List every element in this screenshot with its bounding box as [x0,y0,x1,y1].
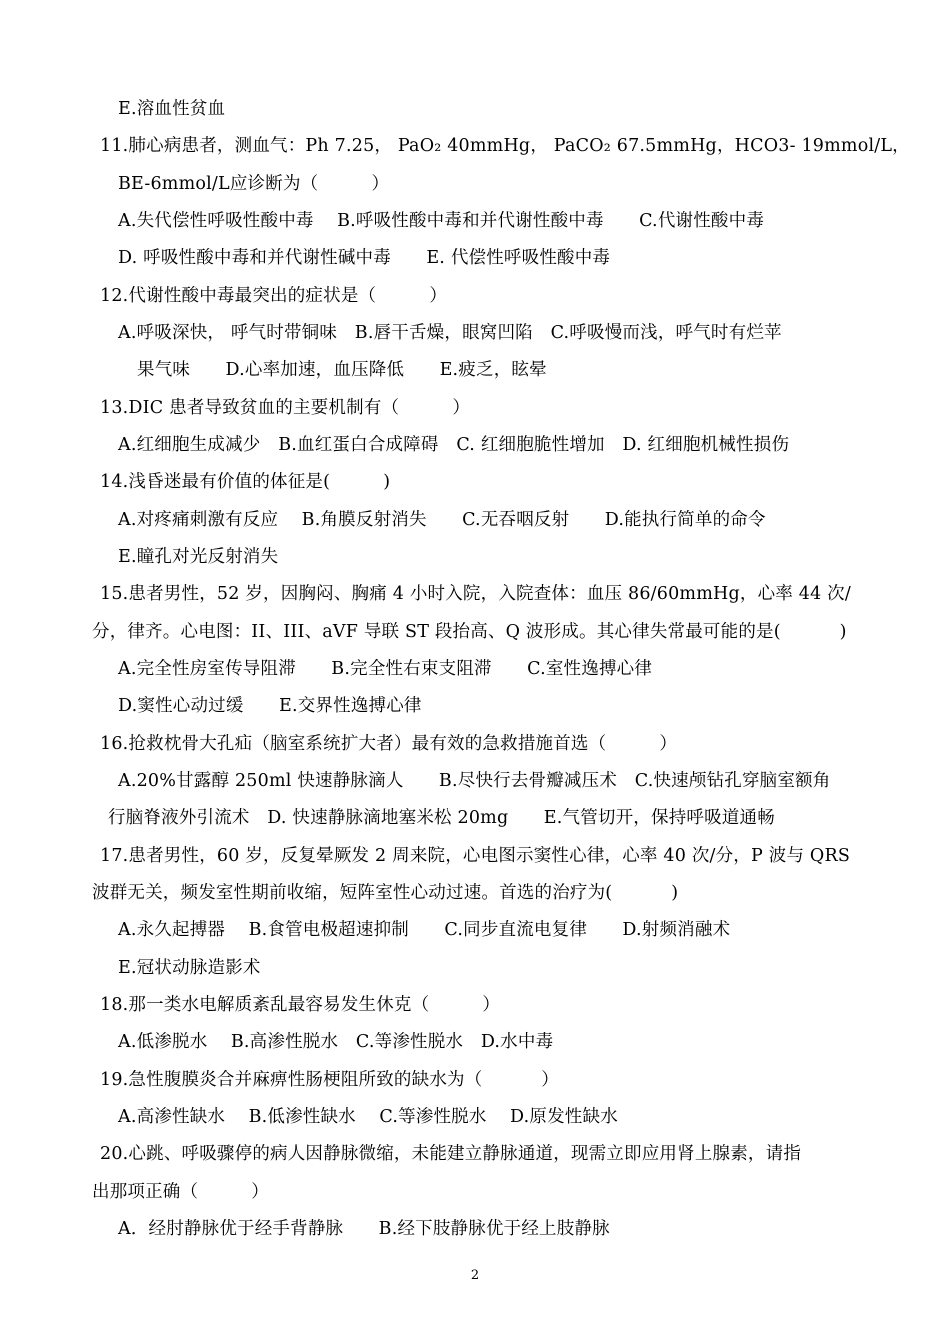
line-21: 波群无关，频发室性期前收缩，短阵室性心动过速。首选的治疗为( ) [92,883,679,903]
line-27: A.高渗性缺水 B.低渗性缺水 C.等渗性脱水 D.原发性缺水 [118,1107,618,1127]
line-18: A.20%甘露醇 250ml 快速静脉滴人 B.尽快行去骨瓣减压术 C.快速颅钻孔穿脑室额角 [118,771,831,791]
line-26: 19.急性腹膜炎合并麻痹性肠梗阻所致的缺水为（ ） [100,1070,559,1090]
line-10: 14.浅昏迷最有价值的体征是( ) [100,472,391,492]
line-1: 11.肺心病患者，测血气：Ph 7.25， PaO₂ 40mmHg， PaCO₂ 67.5mmHg，HCO3- 19mmol/L， [100,136,910,156]
line-11: A.对疼痛刺激有反应 B.角膜反射消失 C.无吞咽反射 D.能执行简单的命令 [118,510,766,530]
line-29: 出那项正确（ ） [92,1182,269,1202]
line-4: D. 呼吸性酸中毒和并代谢性碱中毒 E. 代偿性呼吸性酸中毒 [118,248,611,268]
line-30: A．经肘静脉优于经手背静脉 B.经下肢静脉优于经上肢静脉 [118,1219,610,1239]
line-28: 20.心跳、呼吸骤停的病人因静脉微缩，未能建立静脉通道，现需立即应用肾上腺素，请指 [100,1144,802,1164]
line-9: A.红细胞生成减少 B.血红蛋白合成障碍 C. 红细胞脆性增加 D. 红细胞机械性损伤 [118,435,790,455]
line-2: BE-6mmol/L应诊断为（ ） [118,174,390,194]
line-20: 17.患者男性，60 岁，反复晕厥发 2 周来院，心电图示窦性心律，心率 40 次/分，P 波与 QRS [100,846,851,866]
line-13: 15.患者男性，52 岁，因胸闷、胸痛 4 小时入院，入院查体：血压 86/60mmHg，心率 44 次/ [100,584,851,604]
line-12: E.瞳孔对光反射消失 [118,547,279,567]
line-7: 果气味 D.心率加速，血压降低 E.疲乏，眩晕 [137,360,547,380]
line-17: 16.抢救枕骨大孔疝（脑室系统扩大者）最有效的急救措施首选（ ） [100,734,678,754]
line-0: E.溶血性贫血 [118,99,226,119]
line-6: A.呼吸深快， 呼气时带铜味 B.唇干舌燥，眼窝凹陷 C.呼吸慢而浅，呼气时有烂苹 [118,323,782,343]
line-23: E.冠状动脉造影术 [118,958,261,978]
line-16: D.窦性心动过缓 E.交界性逸搏心律 [118,696,422,716]
line-15: A.完全性房室传导阻滞 B.完全性右束支阻滞 C.室性逸搏心律 [118,659,653,679]
line-3: A.失代偿性呼吸性酸中毒 B.呼吸性酸中毒和并代谢性酸中毒 C.代谢性酸中毒 [118,211,765,231]
line-25: A.低渗脱水 B.高渗性脱水 C.等渗性脱水 D.水中毒 [118,1032,554,1052]
page-number: 2 [470,1268,480,1283]
line-19: 行脑脊液外引流术 D. 快速静脉滴地塞米松 20mg E.气管切开，保持呼吸道通畅 [108,808,775,828]
line-14: 分，律齐。心电图：II、III、aVF 导联 ST 段抬高、Q 波形成。其心律失常最可能的是( ) [92,622,847,642]
line-5: 12.代谢性酸中毒最突出的症状是（ ） [100,286,448,306]
line-24: 18.那一类水电解质紊乱最容易发生休克（ ） [100,995,501,1015]
line-22: A.永久起搏器 B.食管电极超速抑制 C.同步直流电复律 D.射频消融术 [118,920,731,940]
line-8: 13.DIC 患者导致贫血的主要机制有（ ） [100,398,471,418]
